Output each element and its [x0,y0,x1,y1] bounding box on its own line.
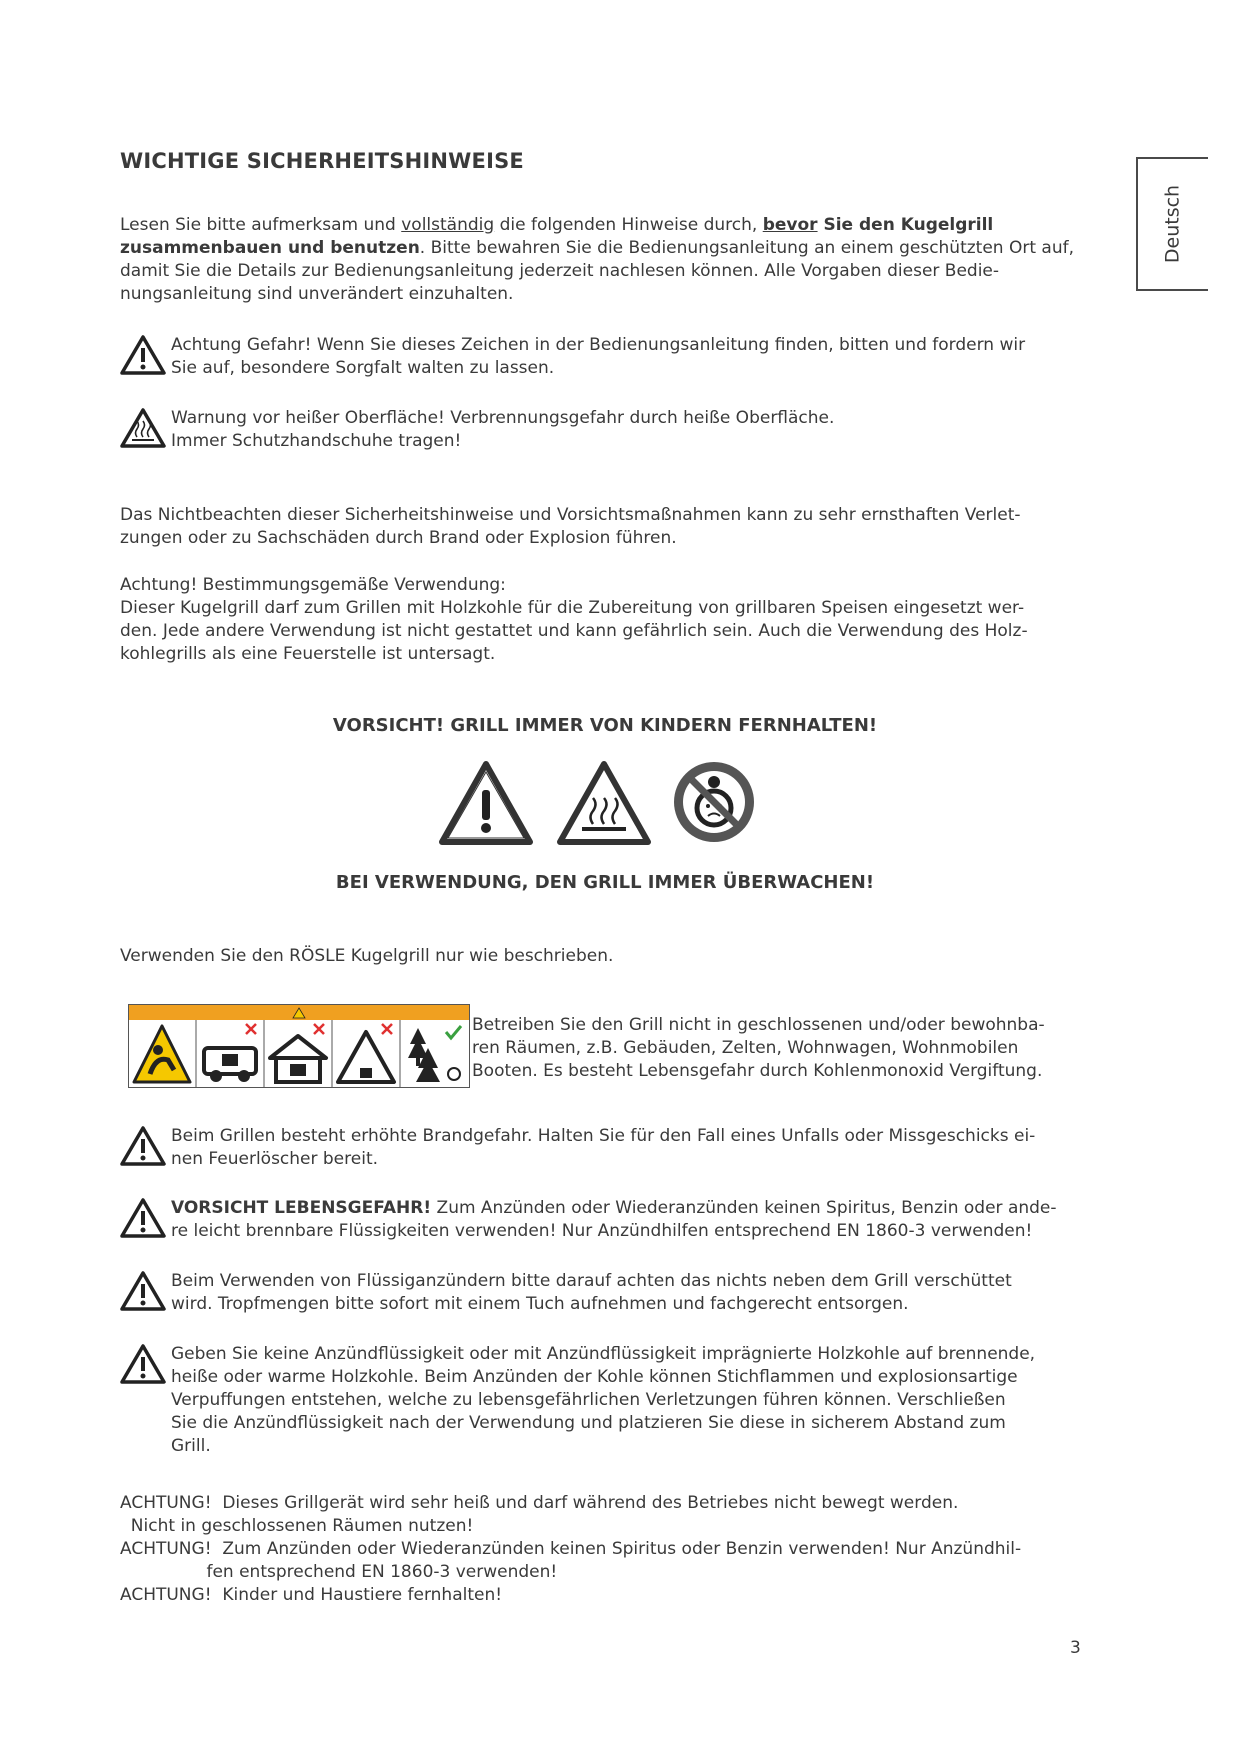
enclosed-space-warning-label [128,1004,470,1088]
paragraph-line: den. Jede andere Verwendung ist nicht gestattet und kann gefährlich sein. Auch die Verwendung des Holz- [120,621,1028,641]
paragraph-line: kohlegrills als eine Feuerstelle ist untersagt. [120,644,496,664]
intro-underlined: vollständig [401,215,495,235]
use-as-described: Verwenden Sie den RÖSLE Kugelgrill nur wie beschrieben. [120,946,614,966]
paragraph-line: ren Räumen, z.B. Gebäuden, Zelten, Wohnwagen, Wohnmobilen [472,1038,1019,1058]
achtung-line: ACHTUNG! Zum Anzünden oder Wiederanzünden keinen Spiritus oder Benzin verwenden! Nur Anzündhil- [120,1539,1022,1559]
paragraph-line: zungen oder zu Sachschäden durch Brand oder Explosion führen. [120,528,677,548]
page-title: WICHTIGE SICHERHEITSHINWEISE [120,149,524,173]
paragraph-line: Zum Anzünden oder Wiederanzünden keinen Spiritus, Benzin oder ande- [431,1198,1057,1218]
liquid-lighter-note [120,1270,1095,1316]
intended-use-paragraph [120,574,1095,666]
paragraph-line: Beim Grillen besteht erhöhte Brandgefahr. Halten Sie für den Fall eines Unfalls oder Missgeschicks ei- [171,1126,1036,1146]
life-danger-bold: VORSICHT LEBENSGEFAHR! [171,1198,432,1218]
warning-triangle-icon [120,1197,166,1239]
hot-surface-icon [120,407,166,449]
danger-note [120,334,1095,380]
achtung-line: fen entsprechend EN 1860-3 verwenden! [120,1562,558,1582]
enclosed-space-note [472,1014,1102,1083]
paragraph-line: Achtung! Bestimmungsgemäße Verwendung: [120,575,506,595]
paragraph-line: Beim Verwenden von Flüssiganzündern bitte darauf achten das nichts neben dem Grill verschüttet [171,1271,1012,1291]
achtung-line: ACHTUNG! Kinder und Haustiere fernhalten! [120,1585,503,1605]
intro-text: . Bitte bewahren Sie die Bedienungsanleitung an einem geschützten Ort auf, damit Sie die Details zur Bedienungsanleitung jederzeit nachlesen können. Alle Vorgaben dieser Bedie-nungsanleitung sind unverändert einzuhalten. [120,238,1074,304]
intro-bold: Sie den Kugelgrill [817,215,994,235]
supervise-heading: BEI VERWENDUNG, DEN GRILL IMMER ÜBERWACHEN! [335,872,875,893]
danger-note-line: Sie auf, besondere Sorgfalt walten zu lassen. [171,358,555,378]
caution-children-heading: VORSICHT! GRILL IMMER VON KINDERN FERNHALTEN! [332,715,878,736]
language-tab-label: Deutsch [1161,184,1184,264]
intro-paragraph [120,214,1095,306]
warning-triangle-icon [120,1270,166,1312]
intro-bold: zusammenbauen und benutzen [120,238,420,258]
hot-surface-icon [560,764,648,842]
page-number: 3 [1070,1638,1081,1658]
paragraph-line: Verpuffungen entstehen, welche zu lebensgefährlichen Verletzungen führen können. Verschließen [171,1390,1006,1410]
warning-triangle-icon [442,764,530,842]
intro-bold-underlined: bevor [762,215,818,235]
life-danger-note [120,1197,1095,1243]
hot-surface-note [120,407,1095,453]
paragraph-line: Grill. [171,1436,211,1456]
lighter-fluid-note [120,1343,1095,1463]
warning-triangle-icon [120,1125,166,1167]
noncompliance-paragraph [120,504,1095,550]
no-children-icon [674,762,754,842]
paragraph-line: Das Nichtbeachten dieser Sicherheitshinweise und Vorsichtsmaßnahmen kann zu sehr ernsthaften Verlet- [120,505,1021,525]
paragraph-line: nen Feuerlöscher bereit. [171,1149,379,1169]
warning-triangle-icon [120,1343,166,1385]
paragraph-line: heiße oder warme Holzkohle. Beim Anzünden der Kohle können Stichflammen und explosionsartige [171,1367,1018,1387]
warning-triangle-icon [120,334,166,376]
paragraph-line: re leicht brennbare Flüssigkeiten verwenden! Nur Anzündhilfen entsprechend EN 1860-3 verwenden! [171,1221,1033,1241]
paragraph-line: Geben Sie keine Anzündflüssigkeit oder mit Anzündflüssigkeit imprägnierte Holzkohle auf brennende, [171,1344,1036,1364]
safety-pictograms [438,758,768,850]
achtung-line: ACHTUNG! Dieses Grillgerät wird sehr heiß und darf während des Betriebes nicht bewegt werden. [120,1493,959,1513]
language-tab [1136,157,1208,291]
intro-text: Lesen Sie bitte aufmerksam und [120,215,402,235]
intro-text: die folgenden Hinweise durch, [494,215,763,235]
paragraph-line: Sie die Anzündflüssigkeit nach der Verwendung und platzieren Sie diese in sicherem Abstand zum [171,1413,1006,1433]
paragraph-line: Betreiben Sie den Grill nicht in geschlossenen und/oder bewohnba- [472,1015,1045,1035]
achtung-line: Nicht in geschlossenen Räumen nutzen! [120,1516,474,1536]
hot-note-line: Immer Schutzhandschuhe tragen! [171,431,462,451]
fire-hazard-note [120,1125,1095,1171]
hot-note-line: Warnung vor heißer Oberfläche! Verbrennungsgefahr durch heiße Oberfläche. [171,408,835,428]
paragraph-line: Dieser Kugelgrill darf zum Grillen mit Holzkohle für die Zubereitung von grillbaren Speisen eingesetzt wer- [120,598,1025,618]
paragraph-line: Booten. Es besteht Lebensgefahr durch Kohlenmonoxid Vergiftung. [472,1061,1043,1081]
paragraph-line: wird. Tropfmengen bitte sofort mit einem Tuch aufnehmen und fachgerecht entsorgen. [171,1294,909,1314]
danger-note-line: Achtung Gefahr! Wenn Sie dieses Zeichen in der Bedienungsanleitung finden, bitten und fordern wir [171,335,1026,355]
